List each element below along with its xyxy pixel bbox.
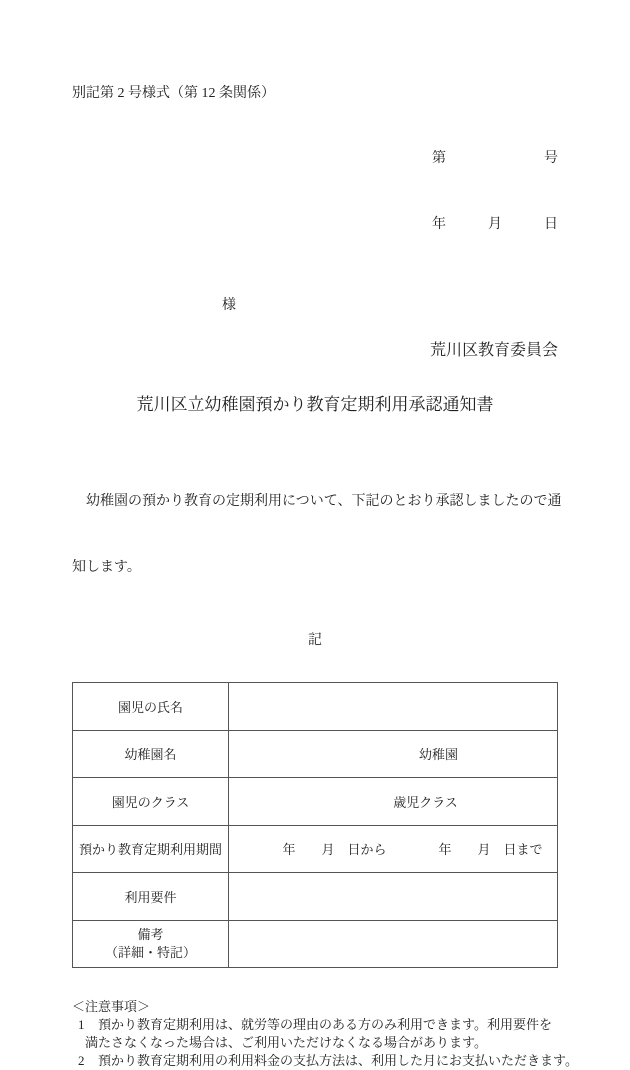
notes-section	[72, 998, 630, 1070]
row-label: 園児の氏名	[73, 683, 229, 731]
body-line-1: 幼稚園の預かり教育の定期利用について、下記のとおり承認しましたので通	[72, 494, 562, 509]
addressee-line: 様	[222, 298, 236, 313]
table-row-child-name	[73, 683, 558, 731]
row-value	[229, 873, 558, 921]
form-reference: 別記第 2 号様式（第 12 条関係）	[72, 86, 275, 101]
table-row-child-class	[73, 778, 558, 826]
table-row-kindergarten-name	[73, 730, 558, 778]
note-number: 1	[78, 1017, 85, 1032]
doc-number-line: 第 号	[432, 151, 558, 166]
row-label	[73, 920, 229, 968]
row-value	[229, 920, 558, 968]
row-label: 利用要件	[73, 873, 229, 921]
note-item-2	[72, 1052, 630, 1070]
note-item-1	[72, 1016, 630, 1034]
approval-details-table	[72, 682, 558, 968]
note-text: 預かり教育定期利用の利用料金の支払方法は、利用した月にお支払いただきます。	[98, 1053, 578, 1068]
row-value: 年 月 日から 年 月 日まで	[229, 825, 558, 873]
issuer-name: 荒川区教育委員会	[429, 342, 558, 359]
doc-number-date-block	[72, 104, 558, 280]
row-label: 預かり教育定期利用期間	[73, 825, 229, 873]
note-item-1-continuation: 満たさなくなった場合は、ご利用いただけなくなる場合があります。	[85, 1035, 487, 1050]
record-marker: 記	[308, 633, 322, 648]
row-label-line-1: 備考	[137, 926, 164, 942]
row-value: 幼稚園	[229, 730, 558, 778]
table-row-usage-requirements	[73, 873, 558, 921]
table-row-remarks	[73, 920, 558, 968]
row-value: 歳児クラス	[229, 778, 558, 826]
note-text: 預かり教育定期利用は、就労等の理由のある方のみ利用できます。利用要件を	[98, 1017, 552, 1032]
body-paragraph	[72, 447, 564, 623]
document-title: 荒川区立幼稚園預かり教育定期利用承認通知書	[136, 395, 494, 414]
notes-heading: ＜注意事項＞	[72, 999, 151, 1014]
body-line-2: 知します。	[72, 560, 141, 575]
note-number: 2	[78, 1053, 85, 1068]
table-row-usage-period	[73, 825, 558, 873]
date-line: 年 月 日	[432, 217, 558, 232]
row-label-line-2: （詳細・特記）	[104, 944, 196, 960]
row-value	[229, 683, 558, 731]
row-label: 園児のクラス	[73, 778, 229, 826]
row-label: 幼稚園名	[73, 730, 229, 778]
